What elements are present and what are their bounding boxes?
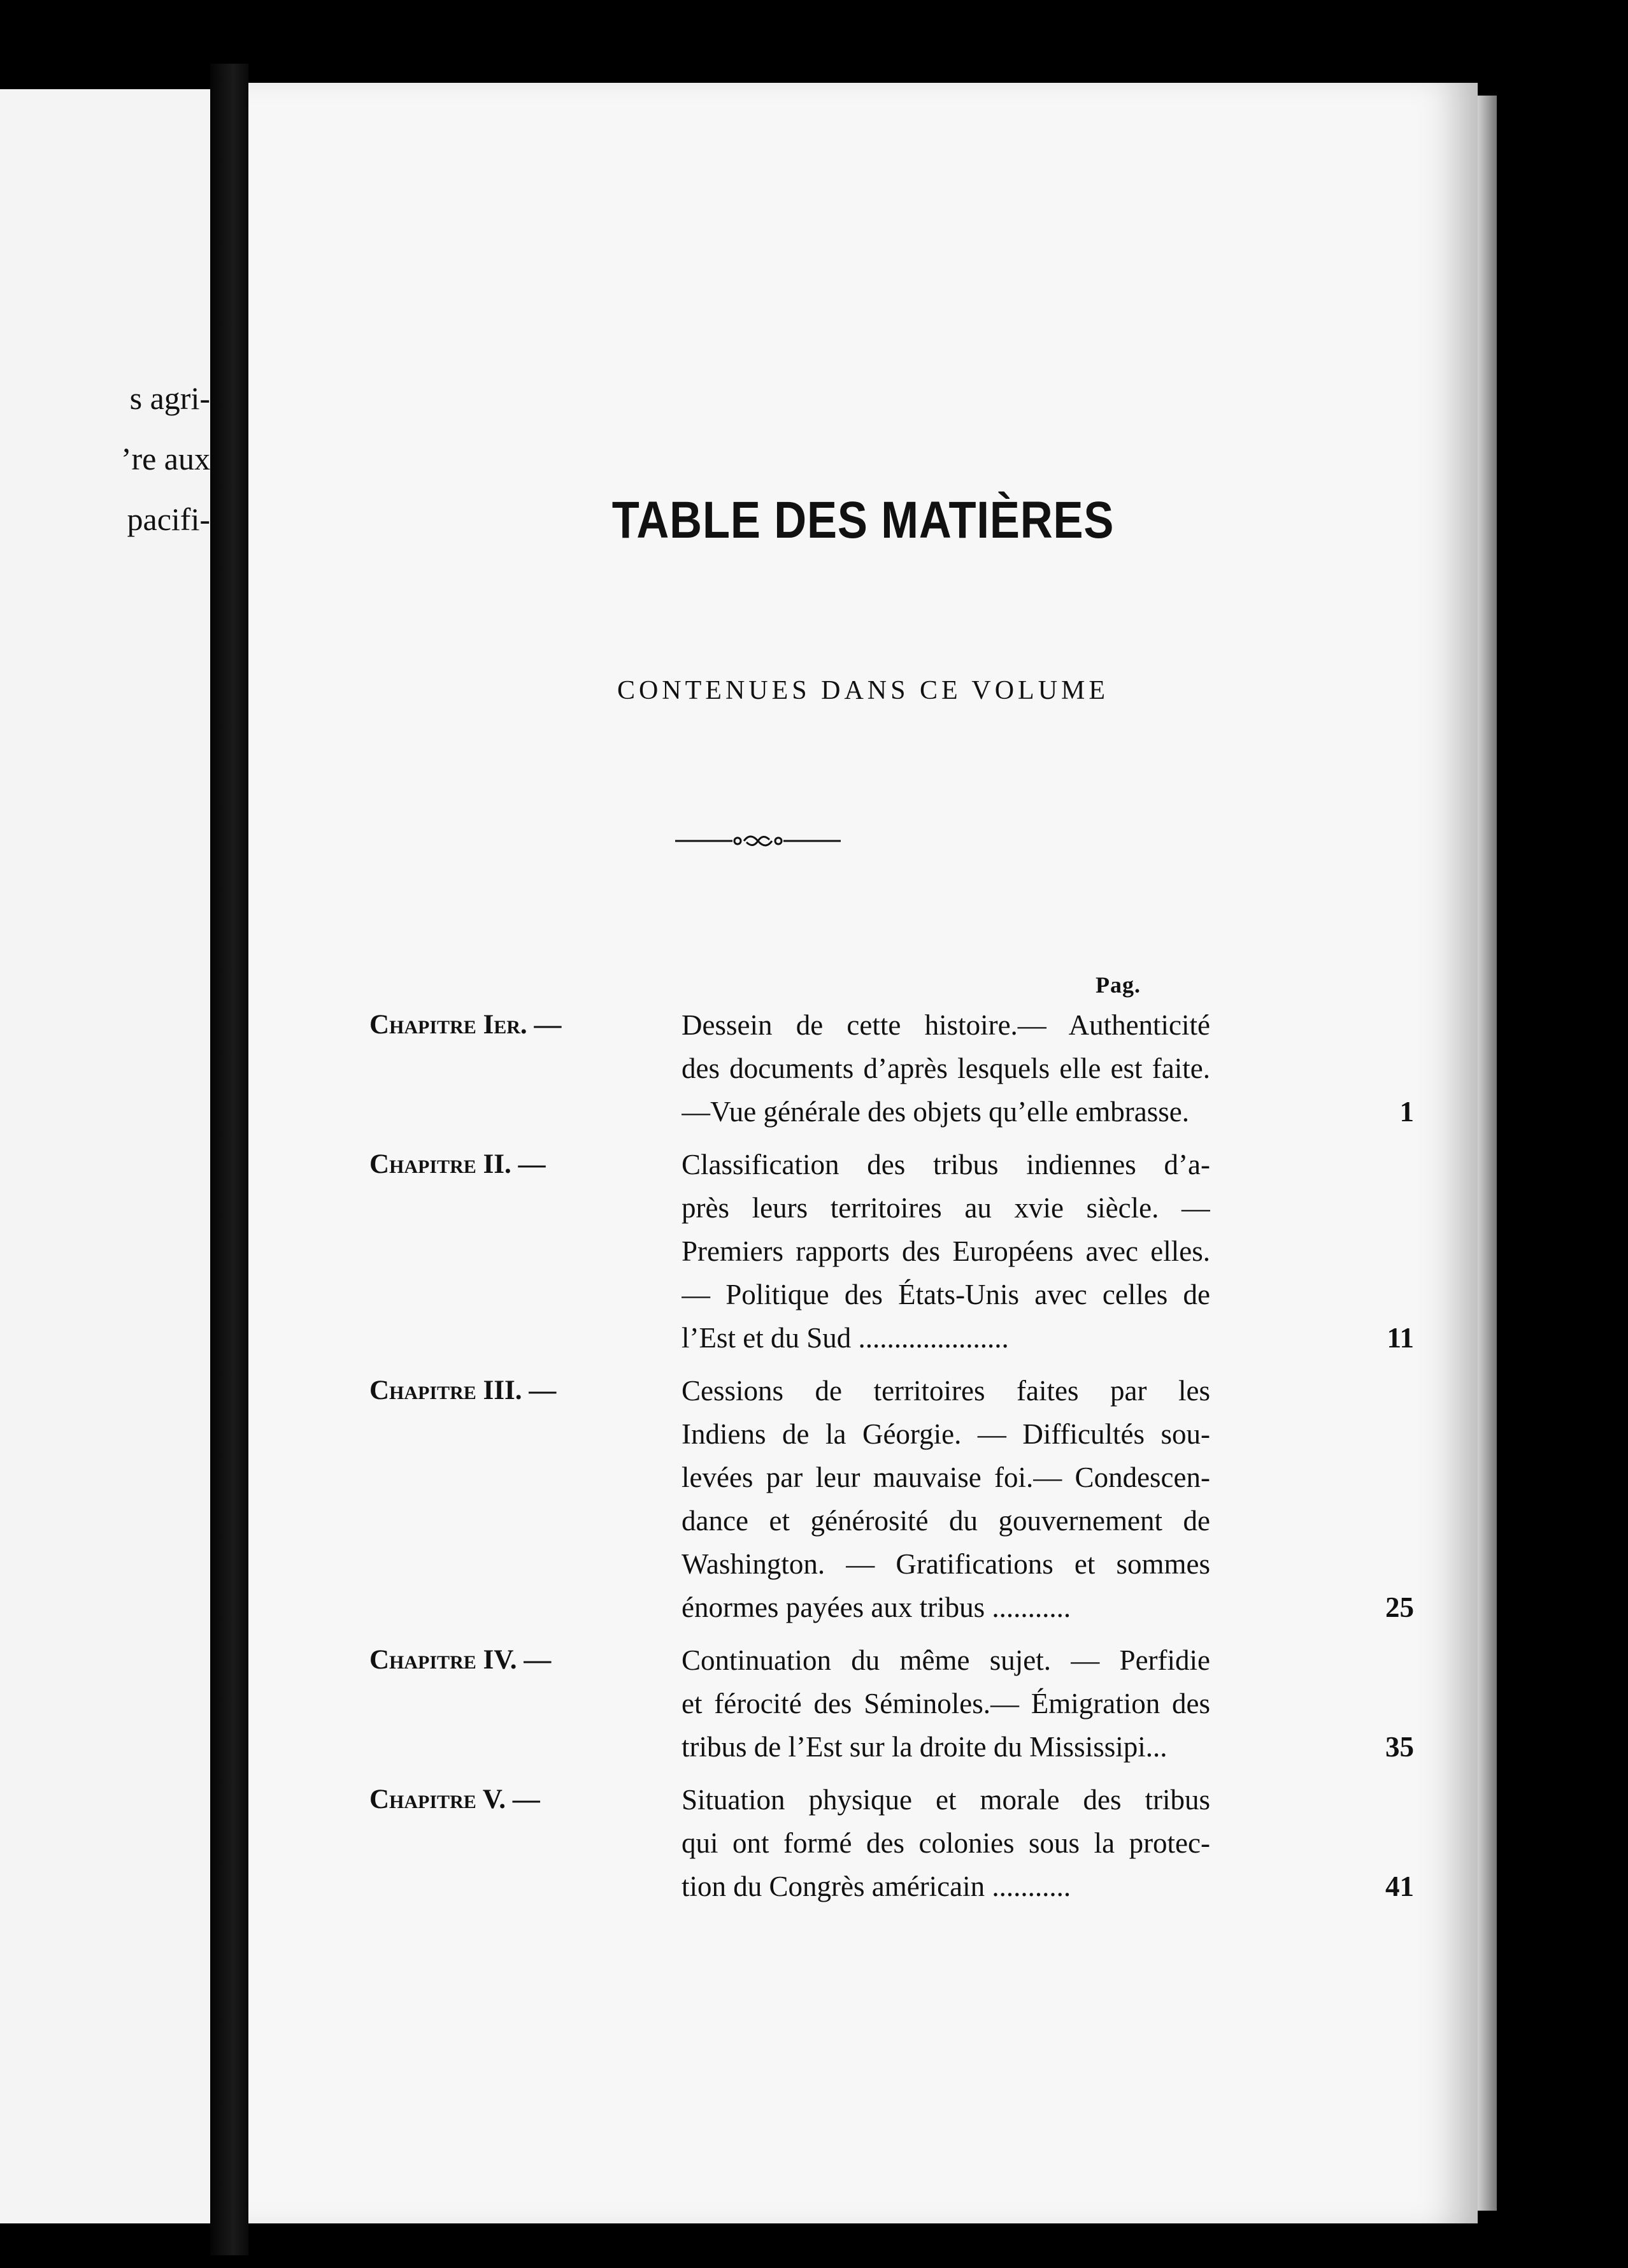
summary-line: Washington. — Gratifications et sommes (682, 1548, 1210, 1580)
chapter-page-number: 1 (1399, 1096, 1414, 1128)
chapter-label: Chapitre Ier. — (369, 1010, 562, 1040)
summary-line: des documents d’après lesquels elle est faite. (682, 1052, 1210, 1084)
chapter-summary (682, 1778, 1210, 1908)
left-page-fragment: s agri- (129, 380, 210, 416)
summary-line: levées par leur mauvaise foi.— Condescen- (682, 1461, 1210, 1493)
summary-line: Dessein de cette histoire.— Authenticité (682, 1009, 1210, 1041)
page-edge (1478, 96, 1497, 2211)
chapter-page-number: 35 (1385, 1731, 1414, 1763)
chapter-summary (682, 1143, 1210, 1360)
toc-entry-chapter-4 (369, 1639, 1414, 1769)
page-subtitle: CONTENUES DANS CE VOLUME (617, 676, 1110, 705)
chapter-summary (682, 1639, 1210, 1769)
summary-line: Classification des tribus indiennes d’a- (682, 1149, 1210, 1181)
summary-line: Continuation du même sujet. — Perfidie (682, 1644, 1210, 1676)
summary-line: dance et générosité du gouvernement de (682, 1505, 1210, 1537)
toc-entry-chapter-1 (369, 1003, 1414, 1133)
chapter-label: Chapitre II. — (369, 1149, 546, 1179)
summary-line: —Vue générale des objets qu’elle embrasse. (682, 1096, 1189, 1128)
page-column-label: Pag. (1096, 972, 1141, 998)
toc-entry-chapter-5 (369, 1778, 1414, 1908)
summary-line: tion du Congrès américain ........... (682, 1870, 1071, 1902)
summary-line: et férocité des Séminoles.— Émigration des (682, 1688, 1210, 1719)
summary-line: qui ont formé des colonies sous la protec- (682, 1827, 1210, 1859)
summary-line: l’Est et du Sud ..................... (682, 1322, 1009, 1354)
chapter-label: Chapitre IV. — (369, 1645, 552, 1675)
chapter-page-number: 11 (1387, 1322, 1414, 1354)
table-of-contents-page (248, 83, 1478, 2223)
left-page-fragment: ’re aux (120, 441, 210, 477)
summary-line: Cessions de territoires faites par les (682, 1375, 1210, 1407)
summary-line: Premiers rapports des Européens avec elles. (682, 1235, 1210, 1267)
summary-line: — Politique des États-Unis avec celles de (682, 1279, 1210, 1310)
toc-list (369, 1003, 1414, 1918)
left-page-fragment: pacifi- (127, 501, 210, 537)
book-spine (210, 64, 248, 2255)
chapter-label: Chapitre III. — (369, 1375, 557, 1405)
chapter-label: Chapitre V. — (369, 1784, 540, 1814)
summary-line: Indiens de la Géorgie. — Difficultés sou- (682, 1418, 1210, 1450)
summary-line: Situation physique et morale des tribus (682, 1784, 1210, 1816)
summary-line: tribus de l’Est sur la droite du Mississipi... (682, 1731, 1167, 1763)
chapter-summary (682, 1003, 1210, 1133)
toc-entry-chapter-3 (369, 1369, 1414, 1629)
chapter-page-number: 41 (1385, 1870, 1414, 1902)
chapter-summary (682, 1369, 1210, 1629)
toc-entry-chapter-2 (369, 1143, 1414, 1360)
ornament-divider-icon (675, 828, 841, 854)
summary-line: énormes payées aux tribus ........... (682, 1591, 1071, 1623)
left-facing-page (0, 89, 210, 2223)
chapter-page-number: 25 (1385, 1591, 1414, 1623)
page-title: TABLE DES MATIÈRES (611, 491, 1115, 549)
summary-line: près leurs territoires au xvie siècle. — (682, 1192, 1210, 1224)
